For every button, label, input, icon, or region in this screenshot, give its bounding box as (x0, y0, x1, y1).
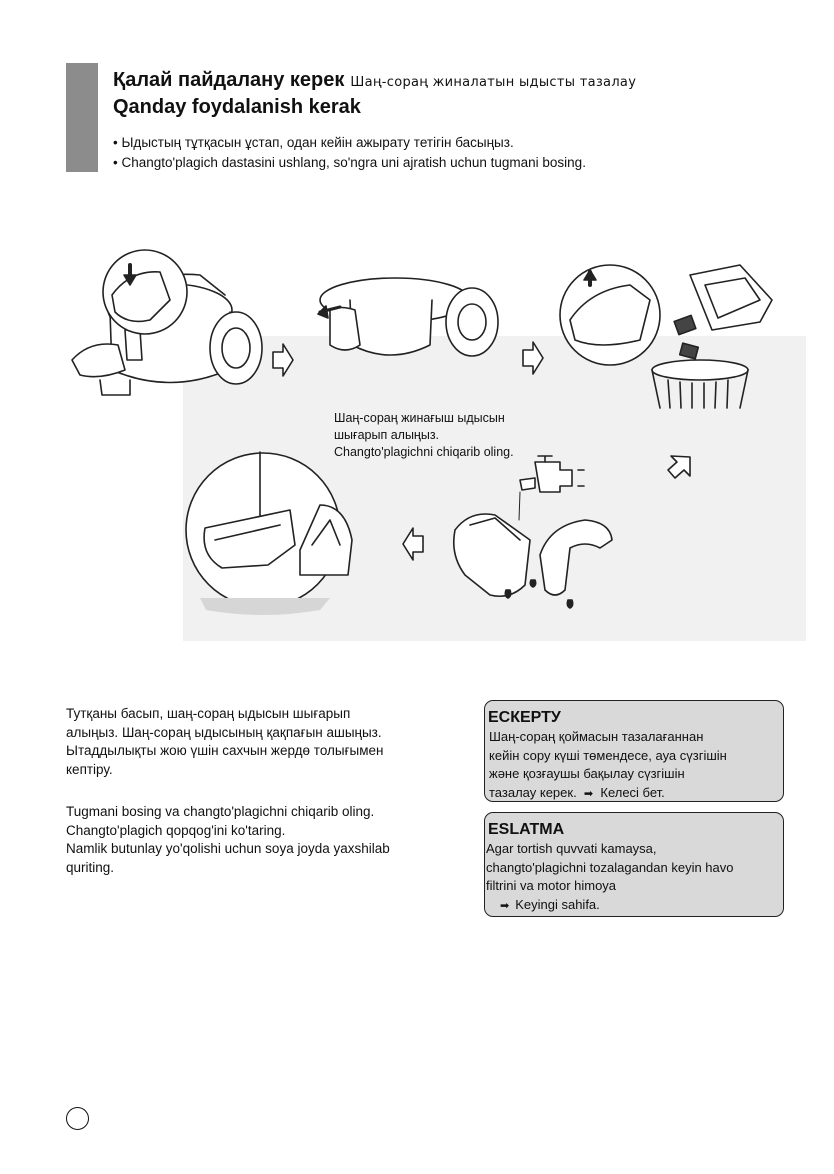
trash-bin-icon (652, 360, 748, 408)
arrow-right-icon: ➡ (583, 787, 594, 800)
next-page-link-kz: Келесі бет. (600, 784, 665, 800)
note-box-kz: ЕСКЕРТУ Шаң-сораң қоймасын тазалағаннан кейін сору күші төмендесе, ауа сүзгішін және қозғаушы бақылау сүзгішін тазалау керек. ➡ Келесі бет. (484, 700, 784, 802)
page-number-circle (66, 1107, 89, 1130)
page-subtitle-kz: Шаң-сораң жиналатын ыдысты тазалау (350, 75, 637, 90)
step-arrow-icon (668, 456, 690, 478)
note-title-kz: ЕСКЕРТУ (488, 709, 561, 726)
note-box-uz: ESLATMA Agar tortish quvvati kamaysa, changto'plagichni tozalagandan keyin havo filtrini va motor himoya ➡ Keyingi sahifa. (484, 812, 784, 917)
arrow-right-icon: ➡ (500, 899, 510, 912)
page-title-uz: Qanday foydalanish kerak (113, 96, 361, 118)
illustration-caption: Шаң-сораң жинағыш ыдысын шығарып алыңыз. Changto'plagichni chiqarib oling. (334, 411, 514, 459)
bullet-item: • Ыдыстың тұтқасын ұстап, одан кейін ажырату тетігін басыңыз. (113, 135, 514, 150)
water-tap-icon (519, 456, 584, 520)
instructions-kz: Тутқаны басып, шаң-сораң ыдысын шығарып алыңыз. Шаң-сораң ыдысының қақпағын ашыңыз. Ытаддылықты жою үшін сахчын жердө толығымен кептіру. (66, 706, 384, 777)
step-arrow-icon (403, 528, 423, 560)
note-title-uz: ESLATMA (488, 821, 565, 838)
instructions-uz: Tugmani bosing va changto'plagichni chiqarib oling. Changto'plagich qopqog'ini ko'taring. Namlik butunlay yo'qolishi uchun soya joyda yaxshilab quriting. (66, 804, 390, 875)
instructions (66, 705, 456, 901)
next-page-link-uz: Keyingi sahifa. (515, 896, 600, 912)
drying-rack-icon (200, 598, 330, 615)
step-arrow-icon (273, 344, 293, 376)
page-title-kz: Қалай пайдалану керек Шаң-сораң жиналатын ыдысты тазалау (113, 69, 637, 91)
step-arrow-icon (523, 342, 543, 374)
bullet-item: • Changto'plagich dastasini ushlang, so'ngra uni ajratish uchun tugmani bosing. (113, 155, 586, 170)
